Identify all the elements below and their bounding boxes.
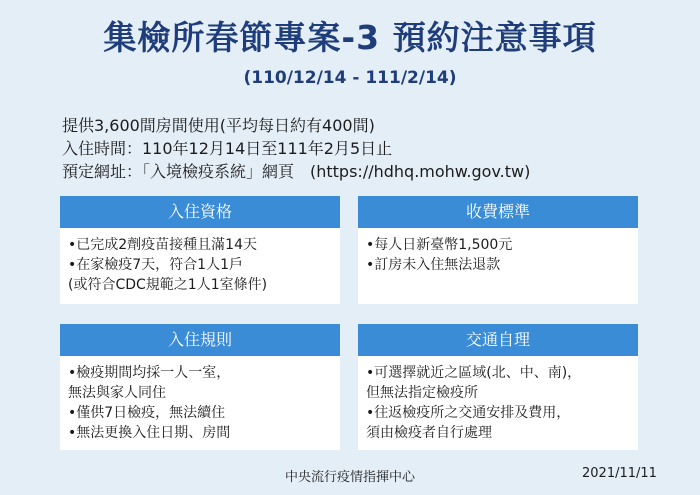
info-rooms: 提供3,600間房間使用(平均每日約有400間) (62, 116, 375, 135)
info-booking-url: 預定網址：「入境檢疫系統」網頁 (https://hdhq.mohw.gov.tw) (62, 162, 531, 181)
list-item: •往返檢疫所之交通安排及費用， (366, 405, 571, 421)
list-item: 須由檢疫者自行處理 (366, 425, 492, 441)
list-item: •已完成2劑疫苗接種且滿14天 (68, 237, 257, 253)
list-item: 但無法指定檢疫所 (366, 385, 478, 401)
panel-eligibility (60, 196, 340, 304)
panel-eligibility-body (60, 228, 340, 295)
panel-transport-heading: 交通自理 (358, 324, 638, 356)
list-item: 無法與家人同住 (68, 385, 166, 401)
list-item: •訂房未入住無法退款 (366, 257, 501, 273)
footer-date: 2021/11/11 (582, 466, 657, 481)
list-item: •僅供7日檢疫，無法續住 (68, 405, 226, 421)
date-range-subtitle: (110/12/14 - 111/2/14) (243, 68, 457, 88)
panel-transport-body (358, 356, 638, 443)
list-item: •無法更換入住日期、房間 (68, 425, 231, 441)
panel-rules-heading: 入住規則 (60, 324, 340, 356)
list-item: •檢疫期間均採一人一室， (68, 365, 231, 381)
panel-fees (358, 196, 638, 304)
list-item: •在家檢疫7天，符合1人1戶 (68, 257, 243, 273)
info-block (62, 114, 682, 183)
info-checkin-period: 入住時間：110年12月14日至111年2月5日止 (62, 139, 393, 158)
panel-rules-body (60, 356, 340, 443)
panel-rules (60, 324, 340, 450)
panel-eligibility-heading: 入住資格 (60, 196, 340, 228)
list-item: •可選擇就近之區域(北、中、南)， (366, 365, 582, 381)
panel-fees-heading: 收費標準 (358, 196, 638, 228)
panel-transport (358, 324, 638, 450)
page-title: 集檢所春節專案-3 預約注意事項 (103, 18, 597, 57)
list-item: (或符合CDC規範之1人1室條件) (68, 277, 268, 293)
panel-fees-body (358, 228, 638, 275)
footer-organization: 中央流行疫情指揮中心 (285, 470, 416, 485)
list-item: •每人日新臺幣1,500元 (366, 237, 513, 253)
